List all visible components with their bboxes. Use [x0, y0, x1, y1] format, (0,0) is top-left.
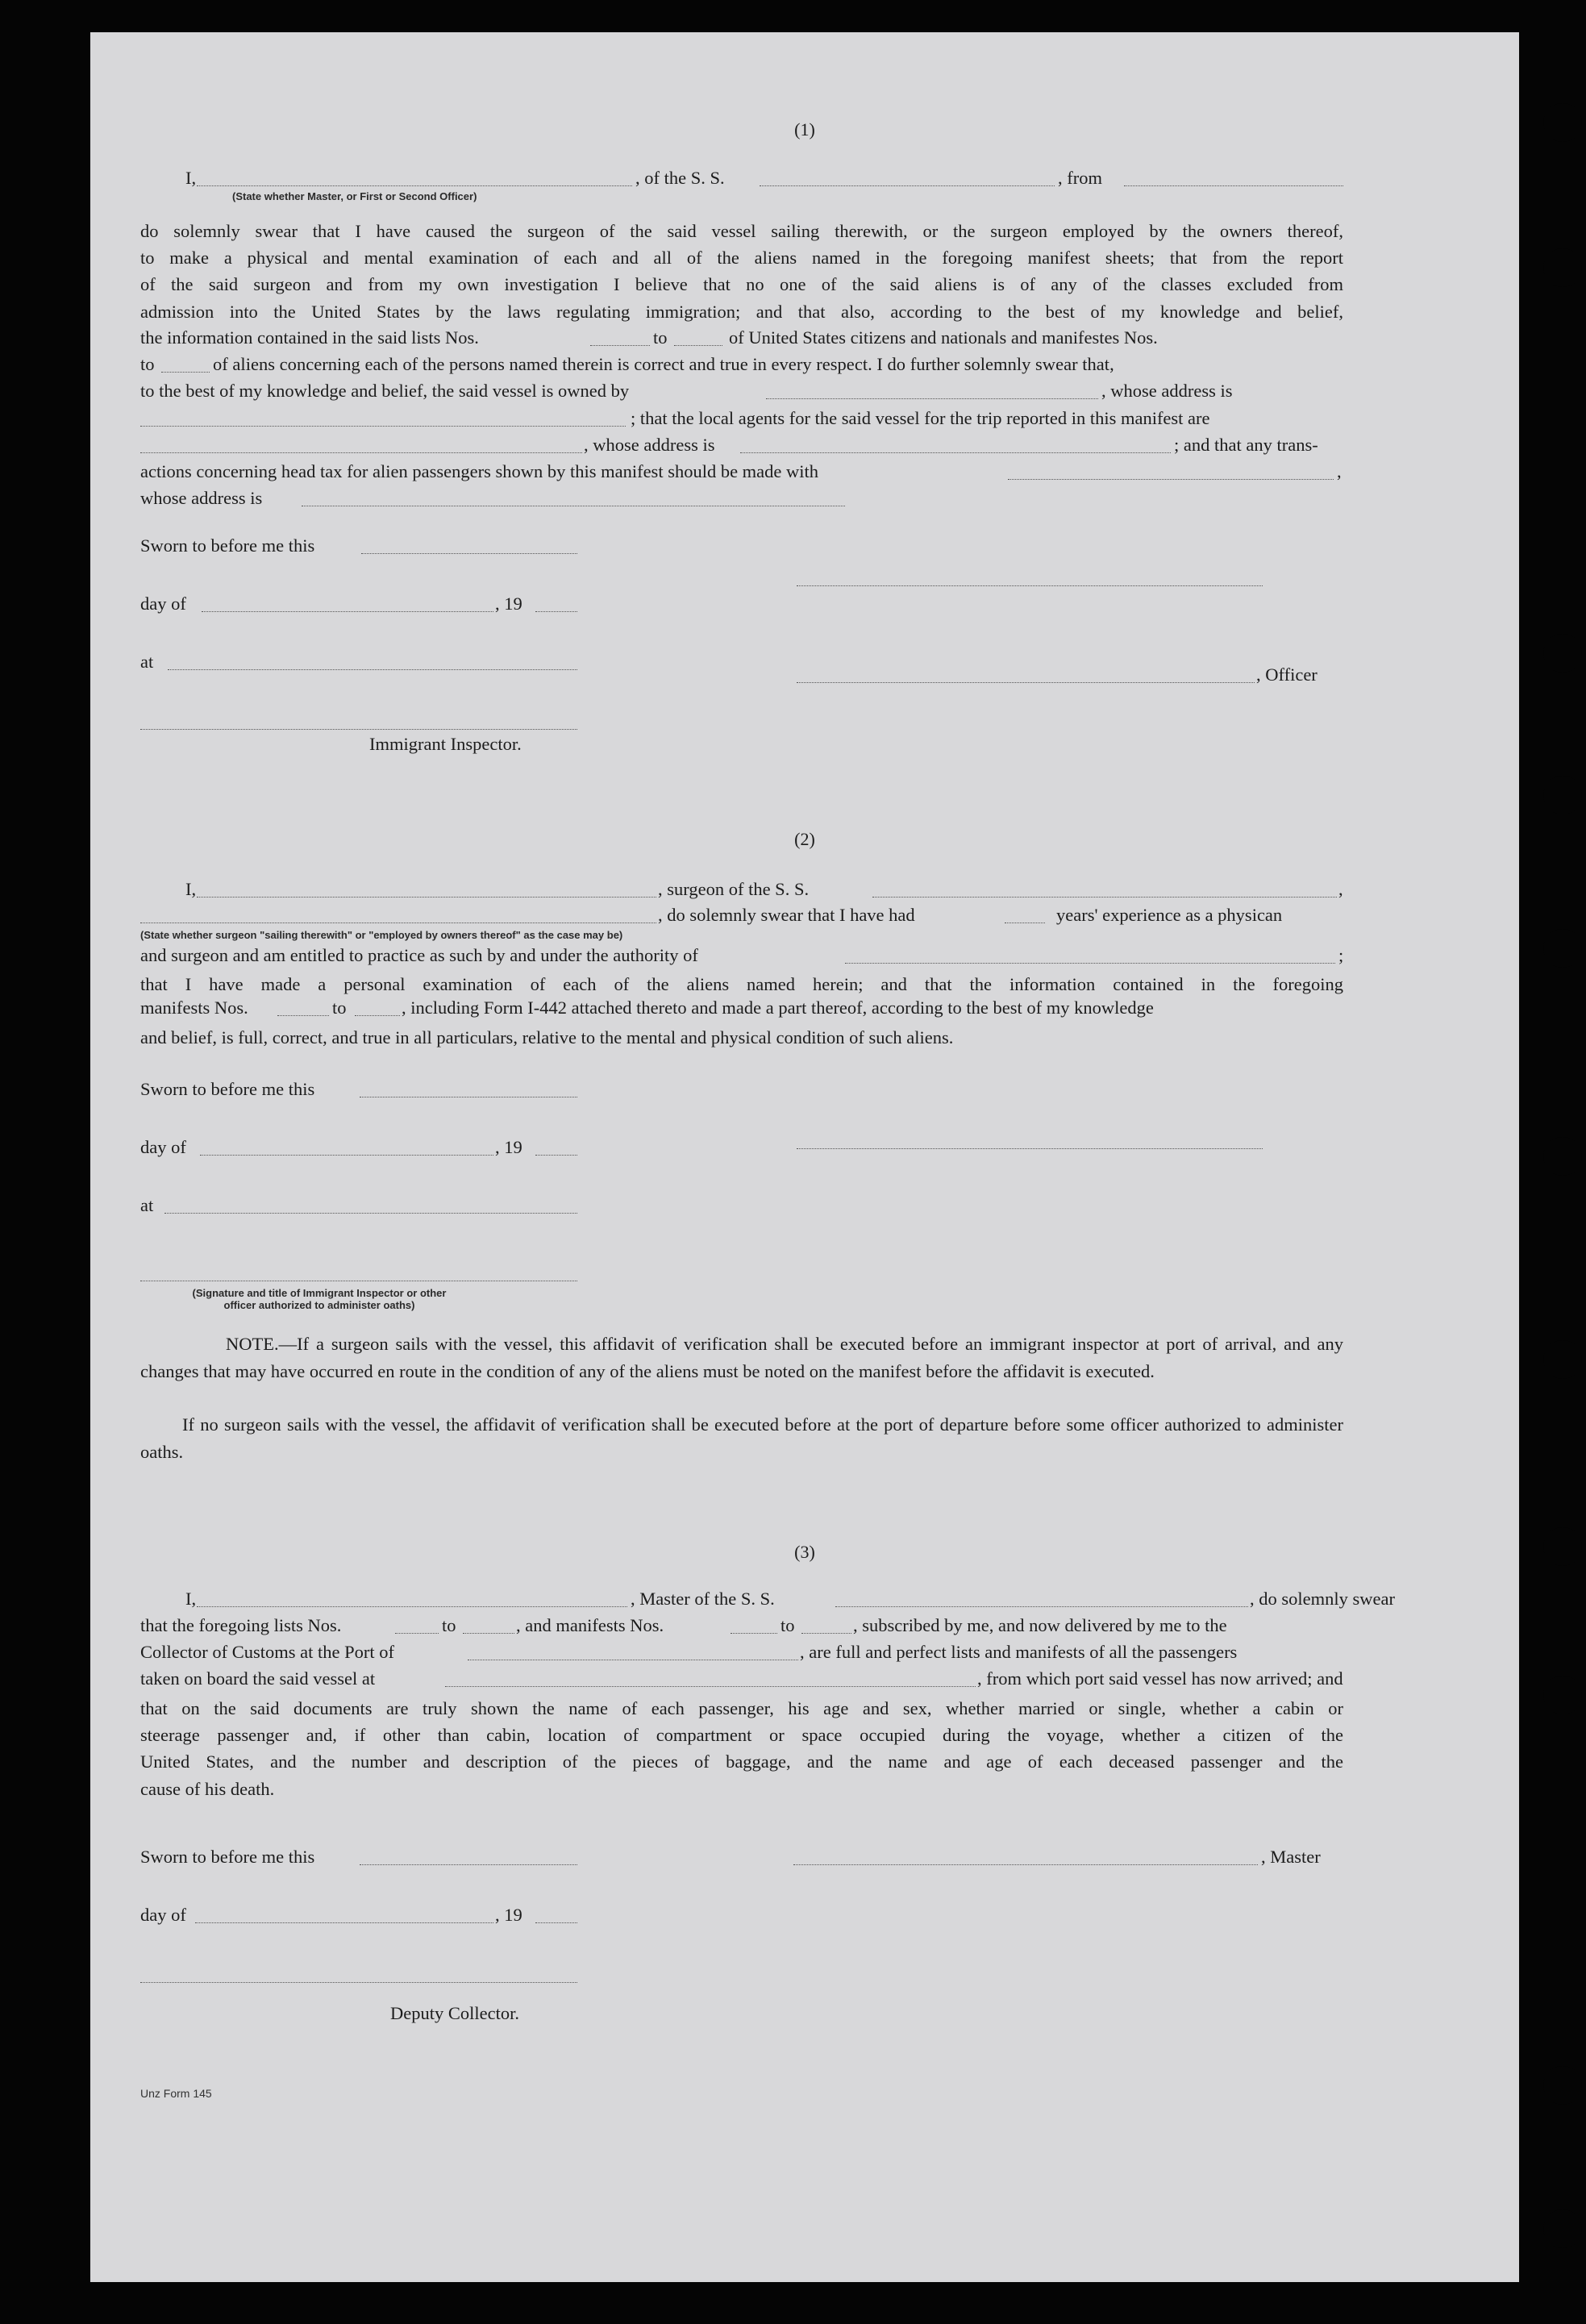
lists-from-field[interactable] — [395, 1633, 439, 1634]
aliens-concerning: of aliens concerning each of the persons named therein is correct and true in every respect. I do further solemnly swear that, — [213, 354, 1114, 374]
note-paragraph: NOTE.—If a surgeon sails with the vessel, this affidavit of verification shall be executed before an immigrant inspector at port of arrival, and any changes that may have occurred en route in the condition of any of the aliens must be noted on the manifest before the affidavit is executed. — [140, 1334, 1343, 1381]
collector-label: Collector of Customs at the Port of — [140, 1642, 394, 1662]
sworn-date-field[interactable] — [361, 553, 577, 554]
owner-address-field[interactable] — [140, 426, 626, 427]
day-of-field[interactable] — [202, 611, 493, 612]
taken-on-board-label: taken on board the said vessel at — [140, 1668, 376, 1689]
section-number-2: (2) — [794, 829, 815, 849]
affidavit3-line: cause of his death. — [140, 1778, 275, 1799]
full-lists-label: , are full and perfect lists and manifests of all the passengers — [800, 1642, 1238, 1662]
officer-title-field[interactable] — [797, 682, 1255, 683]
boarding-port-field[interactable] — [445, 1686, 976, 1687]
officer-label: , Officer — [1256, 664, 1318, 685]
transactions-label: ; and that any trans- — [1174, 435, 1318, 455]
year-field[interactable] — [535, 1155, 577, 1156]
immigrant-inspector: Immigrant Inspector. — [369, 734, 522, 754]
lists-label: the information contained in the said lists Nos. — [140, 327, 479, 348]
lists-label: that the foregoing lists Nos. — [140, 1615, 342, 1635]
lists-manifests: of United States citizens and nationals and manifestes Nos. — [729, 327, 1158, 348]
officer-signature-field[interactable] — [797, 585, 1263, 586]
affidavit2-line: that I have made a personal examination of each of the aliens named herein; and that the information contained in the foregoing — [140, 974, 1343, 994]
affidavit1-from: , from — [1058, 168, 1102, 188]
day-of-label: day of — [140, 1905, 186, 1925]
authority-label: and surgeon and am entitled to practice as such by and under the authority of — [140, 945, 698, 965]
at-field[interactable] — [164, 1213, 577, 1214]
deputy-collector: Deputy Collector. — [390, 2003, 519, 2023]
surgeon-note: (State whether surgeon "sailing therewith" or "employed by owners thereof" as the case may be) — [140, 929, 623, 941]
officer-name-field[interactable] — [197, 185, 632, 186]
agents-address: , whose address is — [584, 435, 715, 455]
punch-hole-icon — [1543, 1340, 1582, 1379]
lists-to-field[interactable] — [674, 345, 722, 346]
owner-field[interactable] — [766, 398, 1098, 399]
manifests-to: to — [781, 1615, 795, 1635]
surgeon-vessel-field[interactable] — [872, 897, 1337, 898]
master-of-ss: , Master of the S. S. — [631, 1589, 775, 1609]
head-tax-agent-field[interactable] — [1008, 479, 1334, 480]
punch-hole-icon — [1543, 929, 1582, 968]
master-swear: , do solemnly swear — [1250, 1589, 1395, 1609]
punch-hole-icon — [1543, 634, 1582, 673]
master-label: , Master — [1261, 1847, 1321, 1867]
affidavit1-body — [140, 218, 1343, 325]
year-field[interactable] — [535, 1922, 577, 1923]
manifests-from-field[interactable] — [277, 1015, 329, 1016]
authority-semicolon: ; — [1338, 945, 1344, 965]
lists-to-field[interactable] — [463, 1633, 514, 1634]
from-port-field[interactable] — [1124, 185, 1343, 186]
inspector-signature-field[interactable] — [140, 729, 577, 730]
sworn-label: Sworn to before me this — [140, 1079, 315, 1099]
affidavit1-line: do solemnly swear that I have caused the surgeon of the said vessel sailing therewith, or the surgeon employed by the owners thereof, — [140, 221, 1343, 241]
years-experience: years' experience as a physican — [1056, 905, 1283, 925]
subscribed-label: , subscribed by me, and now delivered by me to the — [853, 1615, 1227, 1635]
master-vessel-field[interactable] — [835, 1606, 1248, 1607]
affidavit1-line: to make a physical and mental examination of each and all of the aliens named in the foregoing manifest sheets; that from the report — [140, 248, 1343, 269]
manifests-label: manifests Nos. — [140, 997, 248, 1018]
to-label: to — [140, 354, 155, 374]
punch-hole-icon — [1543, 2066, 1582, 2105]
manifests-to-field[interactable] — [801, 1633, 851, 1634]
note-paragraph: If no surgeon sails with the vessel, the affidavit of verification shall be executed before at the port of departure before some officer authorized to administer oaths. — [140, 1414, 1343, 1462]
punch-hole-icon — [1543, 2209, 1582, 2248]
including-form: , including Form I-442 attached thereto and made a part thereof, according to the best of my knowledge — [402, 997, 1154, 1018]
punch-hole-icon — [1543, 248, 1582, 287]
whose-address-label: whose address is — [140, 488, 263, 508]
form-number: Unz Form 145 — [140, 2087, 212, 2100]
head-tax-label: actions concerning head tax for alien passengers shown by this manifest should be made with — [140, 461, 819, 481]
master-signature-field[interactable] — [793, 1864, 1258, 1865]
affidavit3-line: steerage passenger and, if other than cabin, location of compartment or space occupied during the voyage, whether a citizen of the — [140, 1725, 1343, 1746]
deputy-signature-field[interactable] — [140, 1982, 577, 1983]
surgeon-comma: , — [1338, 879, 1343, 899]
affidavit3-body — [140, 1695, 1343, 1802]
lists-from-field[interactable] — [590, 345, 650, 346]
head-tax-comma: , — [1337, 461, 1342, 481]
affidavit2-body — [140, 971, 1343, 997]
day-of-label: day of — [140, 593, 186, 614]
officer-note: (State whether Master, or First or Second Officer) — [232, 190, 477, 202]
day-of-label: day of — [140, 1137, 186, 1157]
day-of-field[interactable] — [195, 1922, 493, 1923]
day-of-field[interactable] — [200, 1155, 493, 1156]
manifests-from-field[interactable] — [731, 1633, 777, 1634]
punch-hole-icon — [1543, 776, 1582, 814]
lists-to: to — [653, 327, 668, 348]
affidavit3-line: United States, and the number and description of the pieces of baggage, and the name and age of each deceased passenger and the — [140, 1751, 1343, 1772]
manifests-to-field[interactable] — [355, 1015, 400, 1016]
arrived-label: , from which port said vessel has now arrived; and — [977, 1668, 1343, 1689]
at-field[interactable] — [168, 669, 577, 670]
year-label: , 19 — [495, 1905, 522, 1925]
affidavit1-line: admission into the United States by the laws regulating immigration; and that also, according to the best of my knowledge and belief, — [140, 301, 1343, 322]
surgeon-signature-field[interactable] — [797, 1148, 1263, 1149]
section-number-3: (3) — [794, 1542, 815, 1562]
agents-label: ; that the local agents for the said vessel for the trip reported in this manifest are — [631, 408, 1210, 428]
year-field[interactable] — [535, 611, 577, 612]
year-label: , 19 — [495, 1137, 522, 1157]
master-name-field[interactable] — [197, 1606, 627, 1607]
affidavit1-line: of the said surgeon and from my own investigation I believe that no one of the said aliens is of any of the classes excluded from — [140, 274, 1343, 295]
affidavit3-i: I, — [185, 1589, 197, 1609]
owned-address: , whose address is — [1101, 381, 1233, 401]
vessel-name-field[interactable] — [760, 185, 1055, 186]
year-label: , 19 — [495, 593, 522, 614]
punch-hole-icon — [1543, 103, 1582, 142]
surgeon-name-field[interactable] — [197, 897, 656, 898]
punch-hole-icon — [1543, 1527, 1582, 1566]
at-label: at — [140, 1195, 154, 1215]
affidavit2-body-end — [140, 1024, 1343, 1051]
sworn-label: Sworn to before me this — [140, 535, 315, 556]
agents-address-field[interactable] — [740, 452, 1171, 453]
punch-hole-icon — [1543, 1137, 1582, 1176]
sworn-label: Sworn to before me this — [140, 1847, 315, 1867]
affidavit2-line: and belief, is full, correct, and true in all particulars, relative to the mental and physical condition of such aliens. — [140, 1027, 954, 1047]
agents-field[interactable] — [140, 452, 582, 453]
punch-hole-icon — [1543, 1676, 1582, 1714]
surgeon-of-ss: , surgeon of the S. S. — [658, 879, 810, 899]
sworn-date-field[interactable] — [360, 1864, 577, 1865]
affidavit2-i: I, — [185, 879, 197, 899]
manifest-to-field[interactable] — [161, 372, 210, 373]
affidavit1-of-ss: , of the S. S. — [635, 168, 725, 188]
affidavit1-i: I, — [185, 168, 197, 188]
swear-years: , do solemnly swear that I have had — [658, 905, 915, 925]
authority-field[interactable] — [845, 963, 1335, 964]
owned-label: to the best of my knowledge and belief, the said vessel is owned by — [140, 381, 630, 401]
form-page — [90, 32, 1519, 2282]
section-number-1: (1) — [794, 119, 815, 140]
manifests-to: to — [332, 997, 347, 1018]
signature-note: (Signature and title of Immigrant Inspector or other officer authorized to administer oaths) — [192, 1287, 447, 1311]
at-label: at — [140, 652, 154, 672]
lists-to: to — [442, 1615, 456, 1635]
manifests-label: , and manifests Nos. — [516, 1615, 664, 1635]
affidavit3-line: that on the said documents are truly shown the name of each passenger, his age and sex, whether married or single, whether a cabin or — [140, 1698, 1343, 1718]
